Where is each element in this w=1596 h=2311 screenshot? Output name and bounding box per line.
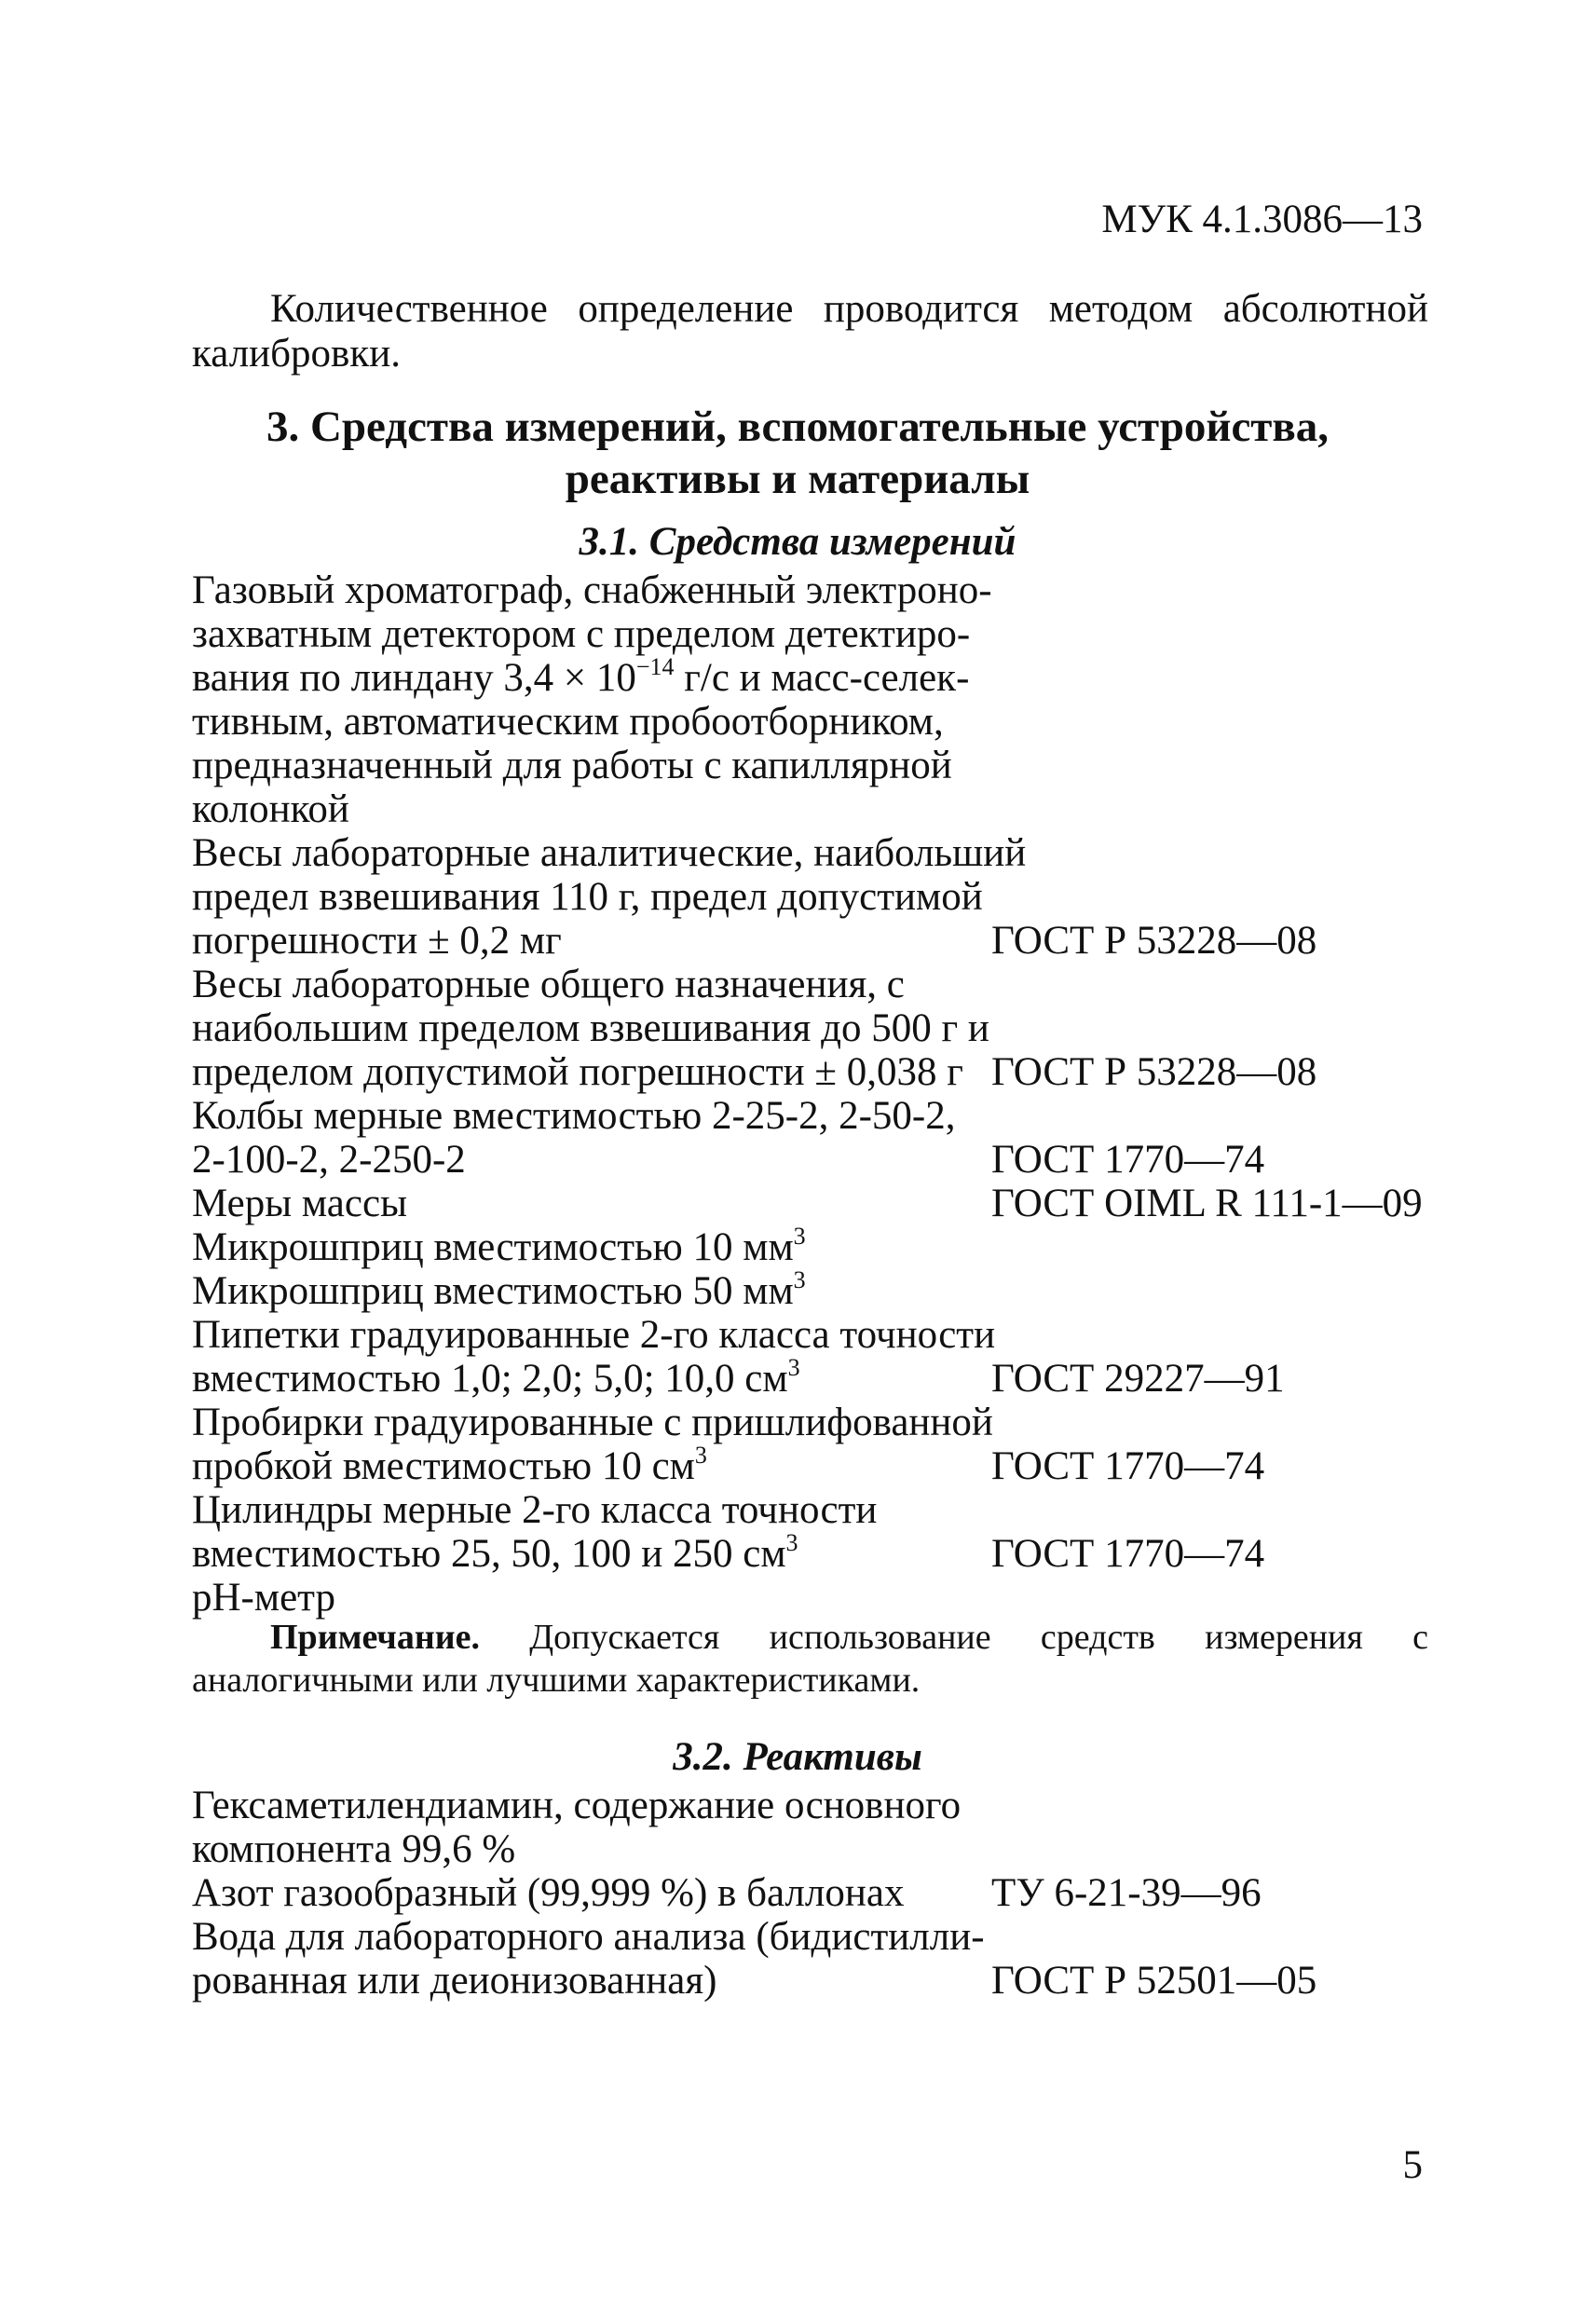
list-item <box>192 1182 1440 1225</box>
item-description: Весы лабораторные аналитические, наибольший предел взвешивания 110 г, предел допустимой погрешности ± 0,2 мг <box>192 831 1027 963</box>
item-standard: ГОСТ Р 53228—08 <box>991 1050 1317 1094</box>
item-description: pH-метр <box>192 1576 335 1620</box>
item-description: Меры массы <box>192 1182 407 1225</box>
list-item <box>192 1488 1440 1576</box>
item-description: Вода для лабораторного анализа (бидистилли- рованная или деионизованная) <box>192 1915 985 2003</box>
item-standard: ГОСТ 1770—74 <box>991 1138 1265 1182</box>
list-item <box>192 1094 1440 1182</box>
list-item <box>192 1576 1440 1620</box>
subsection-title-measuring: 3.1. Средства измерений <box>579 520 1016 564</box>
section-title-line-2: реактивы и материалы <box>565 455 1030 503</box>
list-item <box>192 831 1440 963</box>
reagents-list <box>192 1784 1440 2003</box>
item-description: Гексаметилендиамин, содержание основного компонента 99,6 % <box>192 1784 962 1871</box>
list-item <box>192 963 1440 1094</box>
list-item <box>192 1784 1440 1871</box>
item-description: Колбы мерные вместимостью 2-25-2, 2-50-2, 2-100-2, 2-250-2 <box>192 1094 956 1182</box>
note-label: Примечание. <box>270 1618 480 1657</box>
list-item <box>192 568 1440 831</box>
item-standard: ГОСТ OIML R 111-1—09 <box>991 1182 1423 1225</box>
item-description: Азот газообразный (99,999 %) в баллонах <box>192 1871 905 1915</box>
item-standard: ГОСТ 1770—74 <box>991 1444 1265 1488</box>
item-description: Цилиндры мерные 2-го класса точности вместимостью 25, 50, 100 и 250 $см^3$ <box>192 1488 878 1576</box>
item-standard: ГОСТ 29227—91 <box>991 1357 1285 1401</box>
item-standard: ГОСТ 1770—74 <box>991 1532 1265 1576</box>
measuring-instruments-list <box>192 568 1440 1620</box>
section-title <box>173 401 1422 505</box>
list-item <box>192 1313 1440 1401</box>
item-description: Весы лабораторные общего назначения, с наибольшим пределом взвешивания до 500 г и пределом допустимой погрешности ± 0,038 г <box>192 963 989 1094</box>
section-title-line-1: 3. Средства измерений, вспомогательные устройства, <box>266 403 1330 451</box>
list-item <box>192 1915 1440 2003</box>
item-standard: ТУ 6-21-39—96 <box>991 1871 1262 1915</box>
item-standard: ГОСТ Р 53228—08 <box>991 919 1317 963</box>
list-item <box>192 1401 1440 1488</box>
intro-paragraph <box>192 287 1428 376</box>
list-item <box>192 1225 1440 1269</box>
intro-text: Количественное определение проводится методом абсолютной калибровки. <box>192 287 1428 376</box>
list-item <box>192 1266 1440 1313</box>
item-description: Пипетки градуированные 2-го класса точности вместимостью 1,0; 2,0; 5,0; 10,0 $см^3$ <box>192 1313 996 1401</box>
note-text: Допускается использование средств измерения с аналогичными или лучшими характеристиками. <box>192 1618 1428 1700</box>
item-description: Микрошприц вместимостью 50 $мм^3$ <box>192 1266 806 1313</box>
item-description: Микрошприц вместимостью 10 $мм^3$ <box>192 1223 806 1269</box>
item-description: Газовый хроматограф, снабженный электроно- захватным детектором с пределом детектиро- вания по линдану $3,4 \times 10^{-14}$ г/с и масс-селек- тивным, автоматическим пробоотборником, предназначенный для работы с капиллярной колонкой <box>192 568 992 831</box>
document-code: МУК 4.1.3086—13 <box>1101 198 1423 241</box>
note-paragraph <box>192 1616 1428 1702</box>
page-number: 5 <box>1402 2143 1423 2187</box>
list-item <box>192 1871 1440 1915</box>
subsection-title-reagents: 3.2. Реактивы <box>673 1735 922 1779</box>
item-description: Пробирки градуированные с пришлифованной пробкой вместимостью 10 $см^3$ <box>192 1401 993 1488</box>
item-standard: ГОСТ Р 52501—05 <box>991 1959 1317 2003</box>
